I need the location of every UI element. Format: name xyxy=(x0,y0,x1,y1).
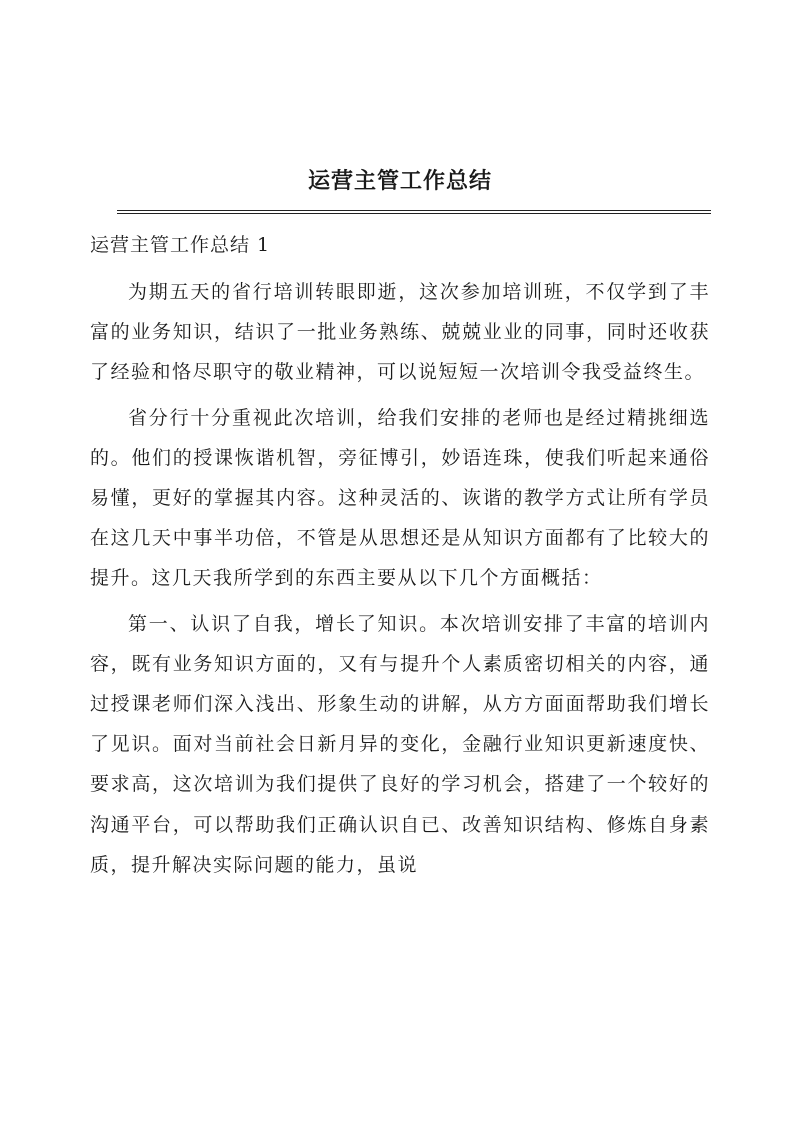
title-divider xyxy=(117,210,711,214)
document-body xyxy=(90,272,710,890)
paragraph-1: 为期五天的省行培训转眼即逝，这次参加培训班，不仅学到了丰富的业务知识，结识了一批业务熟练、兢兢业业的同事，同时还收获了经验和恪尽职守的敬业精神，可以说短短一次培训令我受益终生。 xyxy=(90,281,710,384)
section-heading: 运营主管工作总结 1 xyxy=(90,234,271,256)
page-title: 运营主管工作总结 xyxy=(307,168,492,194)
paragraph-2: 省分行十分重视此次培训，给我们安排的老师也是经过精挑细选的。他们的授课恢谐机智，旁征博引，妙语连珠，使我们听起来通俗易懂，更好的掌握其内容。这种灵活的、诙谐的教学方式让所有学员在这几天中事半功倍，不管是从思想还是从知识方面都有了比较大的提升。这几天我所学到的东西主要从以下几个方面概括： xyxy=(90,406,710,590)
paragraph-3: 第一、认识了自我，增长了知识。本次培训安排了丰富的培训内容，既有业务知识方面的，又有与提升个人素质密切相关的内容，通过授课老师们深入浅出、形象生动的讲解，从方方面面帮助我们增长了见识。面对当前社会日新月异的变化，金融行业知识更新速度快、要求高，这次培训为我们提供了良好的学习机会，搭建了一个较好的沟通平台，可以帮助我们正确认识自已、改善知识结构、修炼自身素质，提升解决实际问题的能力，虽说 xyxy=(90,612,710,876)
